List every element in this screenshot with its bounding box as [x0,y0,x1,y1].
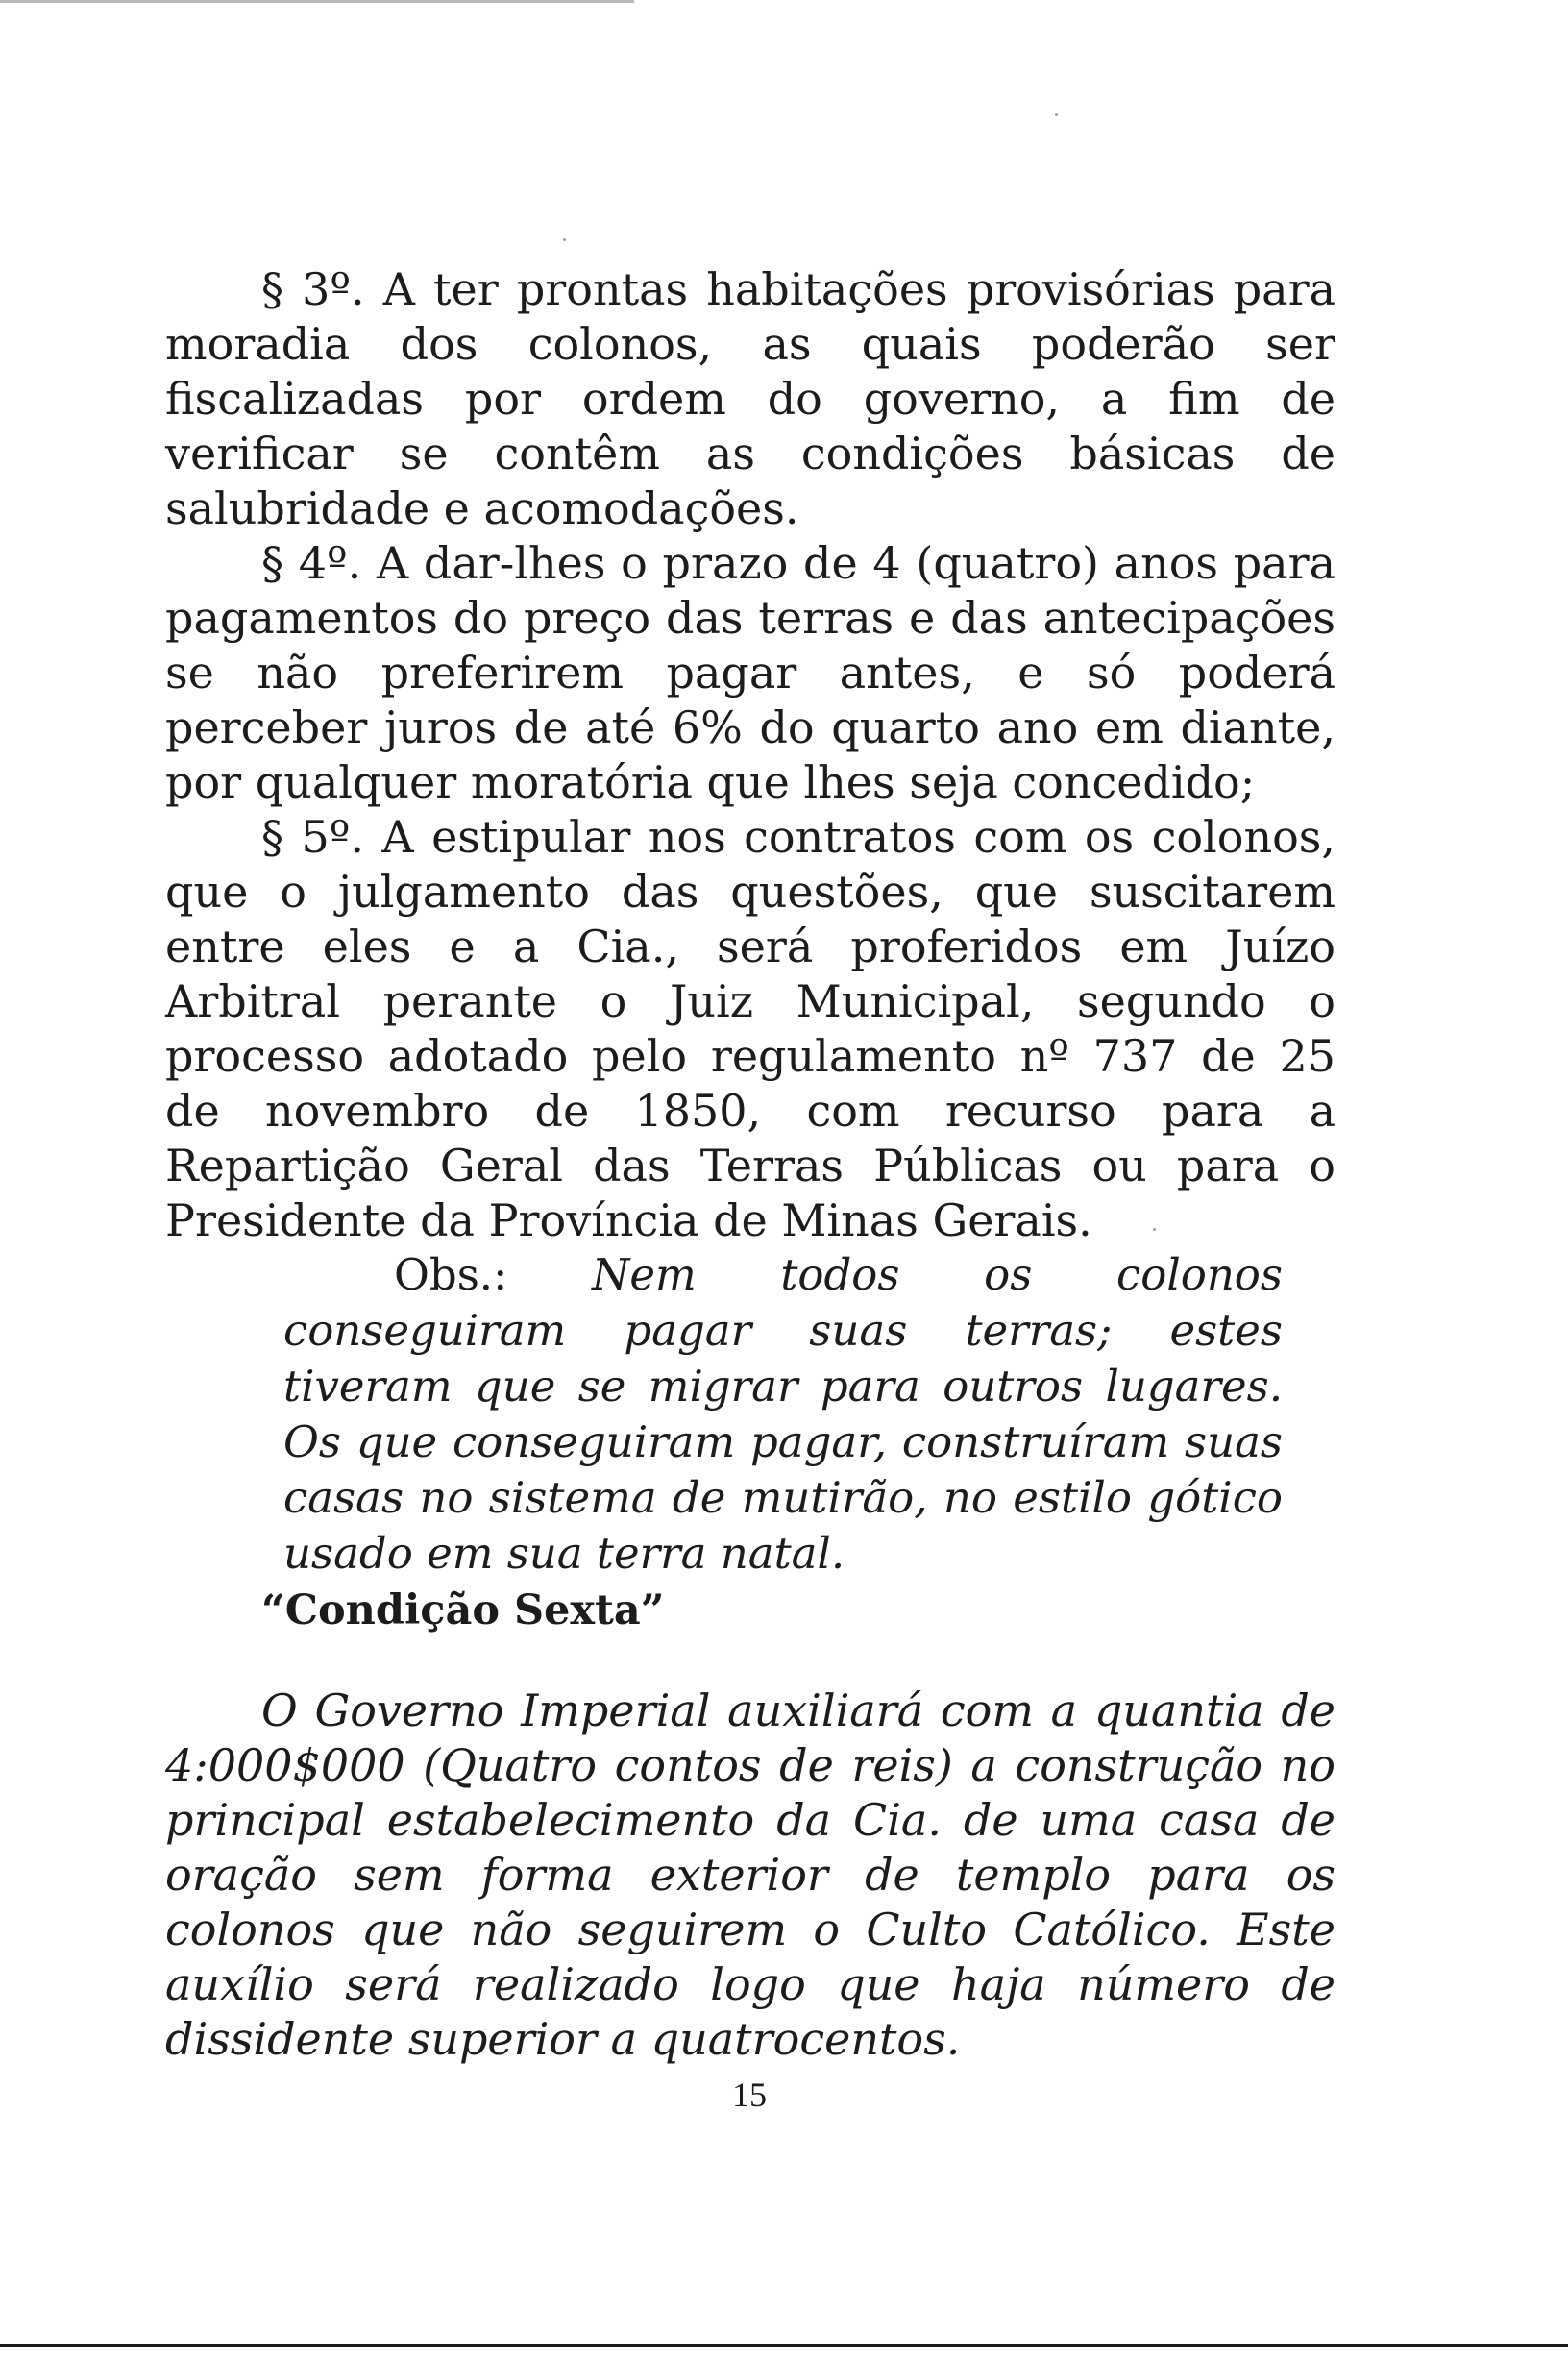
page-number: 15 [732,2076,767,2114]
observation-label: Obs.: [394,1249,508,1300]
main-text [165,262,1335,1248]
section-heading: “Condição Sexta” [261,1586,665,1634]
paragraph-3 [165,262,1335,536]
section-mark: § 3º. [261,263,365,315]
paragraph-5 [165,810,1335,1248]
condicao-sexta-text: O Governo Imperial auxiliará com a quantia de 4:000$000 (Quatro contos de reis) a construção no principal estabelecimento da Cia. de uma casa de oração sem forma exterior de templo para os colonos que não seguirem o Culto Católico. Este auxílio será realizado logo que haja número de dissidente superior a quatrocentos. [165,1684,1335,2065]
observation-note [283,1247,1283,1582]
bottom-edge-rule [0,2344,1568,2347]
paragraph-text: A ter prontas habitações provisórias para moradia dos colonos, as quais poderão ser fiscalizadas por ordem do governo, a fim de verificar se contêm as condições básicas de salubridade e acomodações. [165,263,1335,534]
scan-speck [563,238,566,241]
paragraph-text: A estipular nos contratos com os colonos, que o julgamento das questões, que suscitarem entre eles e a Cia., será proferidos em Juízo Arbitral perante o Juiz Municipal, segundo o processo adotado pelo regulamento nº 737 de 25 de novembro de 1850, com recurso para a Repartição Geral das Terras Públicas ou para o Presidente da Província de Minas Gerais. [165,811,1336,1246]
paragraph-text: A dar-lhes o prazo de 4 (quatro) anos para pagamentos do preço das terras e das antecipações se não preferirem pagar antes, e só poderá perceber juros de até 6% do quarto ano em diante, por qualquer moratória que lhes seja concedido; [165,537,1336,808]
section-mark: § 4º. [261,537,362,589]
scan-speck [1055,113,1058,116]
observation-text: Nem todos os colonos conseguiram pagar suas terras; estes tiveram que se migrar para outros lugares. Os que conseguiram pagar, construíram suas casas no sistema de mutirão, no estilo gótico usado em sua terra natal. [283,1249,1283,1579]
top-edge-rule [0,0,634,3]
paragraph-4 [165,536,1335,810]
section-mark: § 5º. [261,811,364,863]
